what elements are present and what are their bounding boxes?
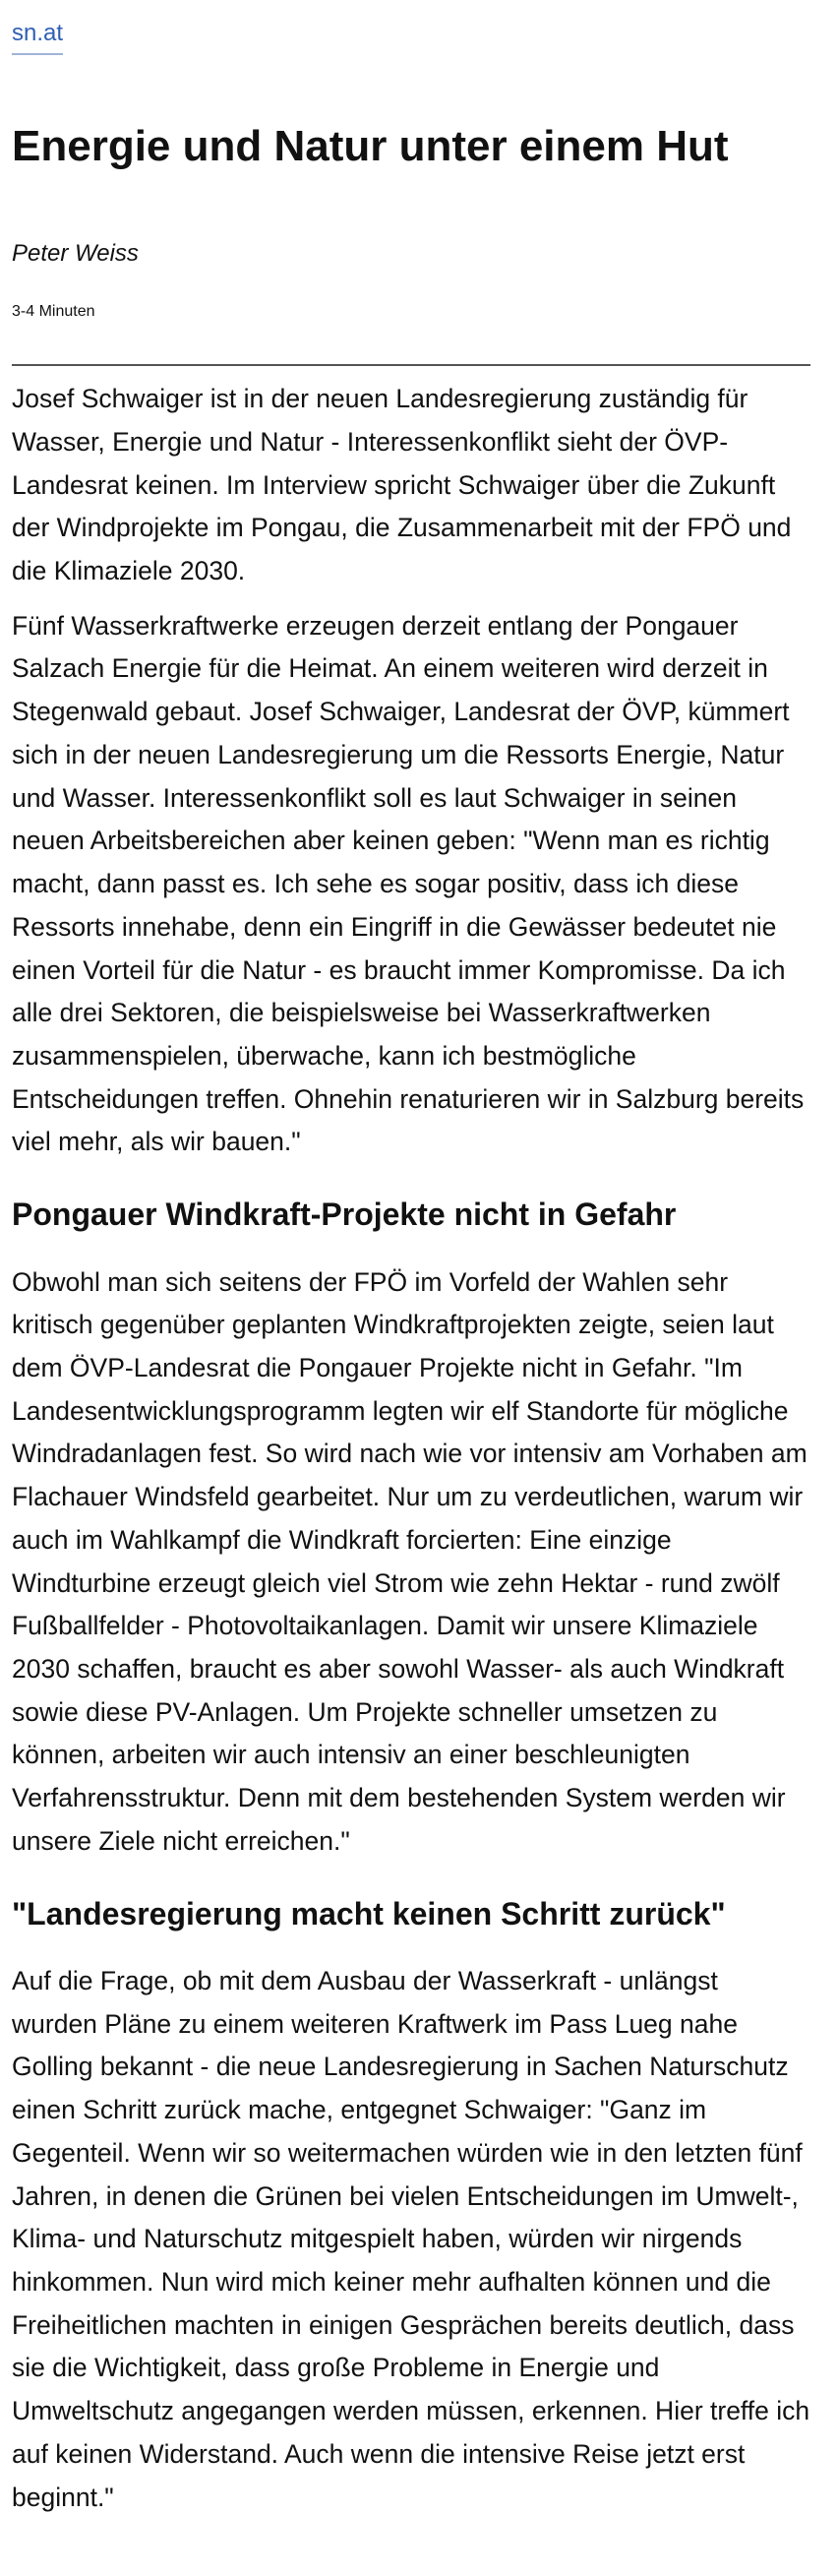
section-heading: Pongauer Windkraft-Projekte nicht in Gefahr — [12, 1196, 677, 1233]
divider — [12, 364, 810, 366]
site-link[interactable]: sn.at — [12, 20, 63, 55]
body-paragraph: Auf die Frage, ob mit dem Ausbau der Wasserkraft - unlängst wurden Pläne zu einem weiteren Kraftwerk im Pass Lueg nahe Golling bekannt - die neue Landesregierung in Sachen Naturschutz einen Schritt zurück mache, entgegnet Schwaiger: "Ganz im Gegenteil. Wenn wir so weitermachen würden wie in den letzten fünf Jahren, in denen die Grünen bei vielen Entscheidungen im Umwelt-, Klima- und Naturschutz mitgespielt haben, würden wir nirgends hinkommen. Nun wird mich keiner mehr aufhalten können und die Freiheitlichen machten in einigen Gesprächen bereits deutlich, dass sie die Wichtigkeit, dass große Probleme in Energie und Umweltschutz angegangen werden müssen, erkennen. Hier treffe ich auf keinen Widerstand. Auch wenn die intensive Reise jetzt erst beginnt." — [12, 1965, 810, 2512]
reading-time: 3-4 Minuten — [12, 302, 95, 320]
intro-paragraph: Josef Schwaiger ist in der neuen Landesregierung zuständig für Wasser, Energie und Natur - Interessenkonflikt sieht der ÖVP-Landesrat keinen. Im Interview spricht Schwaiger über die Zukunft der Windprojekte im Pongau, die Zusammenarbeit mit der FPÖ und die Klimaziele 2030. — [12, 384, 792, 586]
section-heading: "Landesregierung macht keinen Schritt zurück" — [12, 1895, 726, 1932]
body-paragraph: Fünf Wasserkraftwerke erzeugen derzeit entlang der Pongauer Salzach Energie für die Heimat. An einem weiteren wird derzeit in Stegenwald gebaut. Josef Schwaiger, Landesrat der ÖVP, kümmert sich in der neuen Landesregierung um die Ressorts Energie, Natur und Wasser. Interessenkonflikt soll es laut Schwaiger in seinen neuen Arbeitsbereichen aber keinen geben: "Wenn man es richtig macht, dann passt es. Ich sehe es sogar positiv, dass ich diese Ressorts innehabe, denn ein Eingriff in die Gewässer bedeutet nie einen Vorteil für die Natur - es braucht immer Kompromisse. Da ich alle drei Sektoren, die beispielsweise bei Wasserkraftwerken zusammenspielen, überwache, kann ich bestmögliche Entscheidungen treffen. Ohnehin renaturieren wir in Salzburg bereits viel mehr, als wir bauen." — [12, 610, 805, 1157]
article-title: Energie und Natur unter einem Hut — [12, 121, 729, 170]
body-paragraph: Obwohl man sich seitens der FPÖ im Vorfeld der Wahlen sehr kritisch gegenüber geplanten Windkraftprojekten zeigte, seien laut dem ÖVP-Landesrat die Pongauer Projekte nicht in Gefahr. "Im Landesentwicklungsprogramm legten wir elf Standorte für mögliche Windradanlagen fest. So wird nach wie vor intensiv am Vorhaben am Flachauer Windsfeld gearbeitet. Nur um zu verdeutlichen, warum wir auch im Wahlkampf die Windkraft forcierten: Eine einzige Windturbine erzeugt gleich viel Strom wie zehn Hektar - rund zwölf Fußballfelder - Photovoltaikanlagen. Damit wir unsere Klimaziele 2030 schaffen, braucht es aber sowohl Wasser- als auch Windkraft sowie diese PV-Anlagen. Um Projekte schneller umsetzen zu können, arbeiten wir auch intensiv an einer beschleunigten Verfahrensstruktur. Denn mit dem bestehenden System werden wir unsere Ziele nicht erreichen." — [12, 1266, 808, 1856]
author-name: Peter Weiss — [12, 240, 139, 268]
